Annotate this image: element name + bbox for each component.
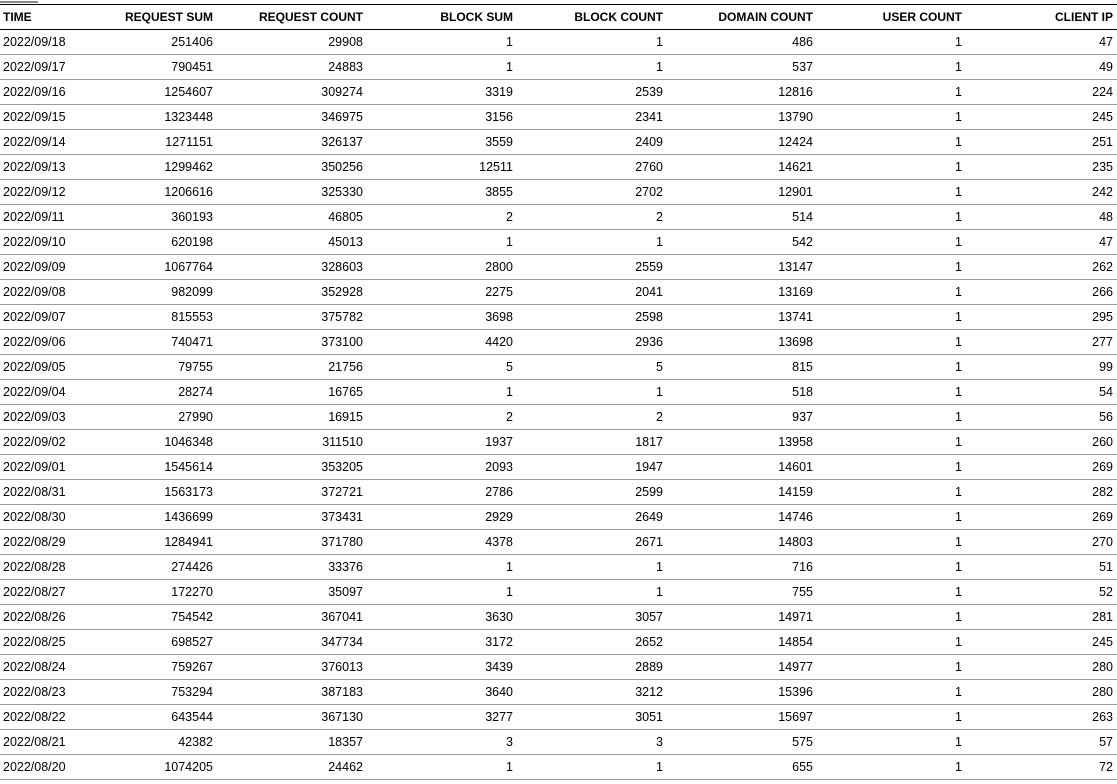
block-count-cell: 2409 [517,130,667,155]
table-row [0,505,1117,530]
time-cell: 2022/09/02 [0,430,108,455]
table-row [0,80,1117,105]
column-header-request-sum[interactable]: REQUEST SUM [108,5,217,30]
block-sum-cell: 1 [367,580,517,605]
user-count-cell: 1 [817,680,966,705]
client-ip-cell: 72 [966,755,1117,780]
time-cell: 2022/08/26 [0,605,108,630]
block-count-cell: 3057 [517,605,667,630]
user-count-cell: 1 [817,705,966,730]
request-sum-cell: 815553 [108,305,217,330]
user-count-cell: 1 [817,730,966,755]
request-count-cell: 311510 [217,430,367,455]
request-sum-cell: 754542 [108,605,217,630]
client-ip-cell: 270 [966,530,1117,555]
block-count-cell: 1 [517,380,667,405]
request-count-cell: 45013 [217,230,367,255]
table-row [0,30,1117,55]
column-header-domain-count[interactable]: DOMAIN COUNT [667,5,817,30]
block-sum-cell: 1 [367,230,517,255]
time-cell: 2022/08/29 [0,530,108,555]
client-ip-cell: 266 [966,280,1117,305]
request-sum-cell: 740471 [108,330,217,355]
block-sum-cell: 2800 [367,255,517,280]
client-ip-cell: 56 [966,405,1117,430]
request-count-cell: 350256 [217,155,367,180]
column-header-block-count[interactable]: BLOCK COUNT [517,5,667,30]
block-sum-cell: 5 [367,355,517,380]
request-count-cell: 387183 [217,680,367,705]
block-count-cell: 2341 [517,105,667,130]
request-sum-cell: 1206616 [108,180,217,205]
table-body [0,30,1117,780]
block-sum-cell: 1 [367,55,517,80]
block-sum-cell: 1 [367,755,517,780]
domain-count-cell: 13169 [667,280,817,305]
client-ip-cell: 47 [966,30,1117,55]
request-sum-cell: 27990 [108,405,217,430]
domain-count-cell: 14621 [667,155,817,180]
request-count-cell: 21756 [217,355,367,380]
request-count-cell: 46805 [217,205,367,230]
user-count-cell: 1 [817,355,966,380]
user-count-cell: 1 [817,580,966,605]
client-ip-cell: 51 [966,555,1117,580]
request-sum-cell: 274426 [108,555,217,580]
request-count-cell: 16765 [217,380,367,405]
request-count-cell: 328603 [217,255,367,280]
domain-count-cell: 15396 [667,680,817,705]
block-count-cell: 2649 [517,505,667,530]
block-count-cell: 1817 [517,430,667,455]
client-ip-cell: 280 [966,680,1117,705]
column-header-user-count[interactable]: USER COUNT [817,5,966,30]
user-count-cell: 1 [817,280,966,305]
request-sum-cell: 172270 [108,580,217,605]
block-sum-cell: 3439 [367,655,517,680]
time-cell: 2022/09/06 [0,330,108,355]
user-count-cell: 1 [817,55,966,80]
client-ip-cell: 262 [966,255,1117,280]
request-count-cell: 367130 [217,705,367,730]
time-cell: 2022/09/17 [0,55,108,80]
user-count-cell: 1 [817,480,966,505]
table-row [0,555,1117,580]
client-ip-cell: 251 [966,130,1117,155]
block-count-cell: 2760 [517,155,667,180]
client-ip-cell: 245 [966,105,1117,130]
table-row [0,55,1117,80]
time-cell: 2022/09/11 [0,205,108,230]
table-row [0,380,1117,405]
user-count-cell: 1 [817,155,966,180]
block-sum-cell: 1 [367,380,517,405]
domain-count-cell: 937 [667,405,817,430]
request-count-cell: 375782 [217,305,367,330]
block-sum-cell: 1937 [367,430,517,455]
request-sum-cell: 620198 [108,230,217,255]
request-sum-cell: 643544 [108,705,217,730]
table-row [0,330,1117,355]
table-row [0,730,1117,755]
domain-count-cell: 716 [667,555,817,580]
table-row [0,355,1117,380]
block-sum-cell: 3319 [367,80,517,105]
table-row [0,455,1117,480]
domain-count-cell: 14854 [667,630,817,655]
user-count-cell: 1 [817,305,966,330]
block-count-cell: 5 [517,355,667,380]
user-count-cell: 1 [817,505,966,530]
block-count-cell: 2599 [517,480,667,505]
time-cell: 2022/09/08 [0,280,108,305]
domain-count-cell: 14159 [667,480,817,505]
client-ip-cell: 260 [966,430,1117,455]
domain-count-cell: 14803 [667,530,817,555]
time-cell: 2022/09/18 [0,30,108,55]
block-count-cell: 2598 [517,305,667,330]
request-count-cell: 18357 [217,730,367,755]
block-count-cell: 2041 [517,280,667,305]
request-count-cell: 33376 [217,555,367,580]
domain-count-cell: 13741 [667,305,817,330]
request-sum-cell: 1323448 [108,105,217,130]
time-cell: 2022/09/14 [0,130,108,155]
time-cell: 2022/09/09 [0,255,108,280]
block-count-cell: 3212 [517,680,667,705]
table-row [0,480,1117,505]
user-count-cell: 1 [817,605,966,630]
request-sum-cell: 1299462 [108,155,217,180]
block-count-cell: 2652 [517,630,667,655]
user-count-cell: 1 [817,405,966,430]
table-row [0,180,1117,205]
time-cell: 2022/08/28 [0,555,108,580]
request-sum-cell: 790451 [108,55,217,80]
table-row [0,280,1117,305]
request-sum-cell: 79755 [108,355,217,380]
domain-count-cell: 755 [667,580,817,605]
request-count-cell: 373431 [217,505,367,530]
domain-count-cell: 13790 [667,105,817,130]
client-ip-cell: 224 [966,80,1117,105]
request-count-cell: 347734 [217,630,367,655]
request-sum-cell: 1067764 [108,255,217,280]
header-row [0,5,1117,30]
block-count-cell: 1 [517,755,667,780]
request-sum-cell: 982099 [108,280,217,305]
request-count-cell: 35097 [217,580,367,605]
table-row [0,430,1117,455]
client-ip-cell: 49 [966,55,1117,80]
client-ip-cell: 269 [966,505,1117,530]
domain-count-cell: 12816 [667,80,817,105]
request-count-cell: 372721 [217,480,367,505]
request-sum-cell: 1046348 [108,430,217,455]
domain-count-cell: 15697 [667,705,817,730]
domain-count-cell: 13958 [667,430,817,455]
request-sum-cell: 1563173 [108,480,217,505]
request-count-cell: 353205 [217,455,367,480]
request-count-cell: 29908 [217,30,367,55]
request-sum-cell: 1436699 [108,505,217,530]
client-ip-cell: 57 [966,730,1117,755]
table-row [0,105,1117,130]
domain-count-cell: 514 [667,205,817,230]
table-row [0,130,1117,155]
block-sum-cell: 3172 [367,630,517,655]
block-count-cell: 1 [517,55,667,80]
time-cell: 2022/09/05 [0,355,108,380]
time-cell: 2022/08/24 [0,655,108,680]
request-sum-cell: 42382 [108,730,217,755]
block-count-cell: 1 [517,555,667,580]
block-sum-cell: 3640 [367,680,517,705]
user-count-cell: 1 [817,205,966,230]
client-ip-cell: 263 [966,705,1117,730]
user-count-cell: 1 [817,655,966,680]
domain-count-cell: 14977 [667,655,817,680]
time-cell: 2022/09/03 [0,405,108,430]
client-ip-cell: 242 [966,180,1117,205]
time-cell: 2022/09/10 [0,230,108,255]
client-ip-cell: 282 [966,480,1117,505]
table-row [0,605,1117,630]
table-row [0,580,1117,605]
request-sum-cell: 1545614 [108,455,217,480]
request-sum-cell: 1284941 [108,530,217,555]
table-row [0,755,1117,780]
column-header-request-count[interactable]: REQUEST COUNT [217,5,367,30]
domain-count-cell: 14971 [667,605,817,630]
client-ip-cell: 277 [966,330,1117,355]
block-sum-cell: 4378 [367,530,517,555]
user-count-cell: 1 [817,30,966,55]
domain-count-cell: 655 [667,755,817,780]
time-cell: 2022/08/22 [0,705,108,730]
column-header-client-ip[interactable]: CLIENT IP [966,5,1117,30]
client-ip-cell: 48 [966,205,1117,230]
request-sum-cell: 759267 [108,655,217,680]
user-count-cell: 1 [817,430,966,455]
request-sum-cell: 1074205 [108,755,217,780]
time-cell: 2022/09/04 [0,380,108,405]
block-sum-cell: 3698 [367,305,517,330]
table-row [0,705,1117,730]
block-sum-cell: 2093 [367,455,517,480]
domain-count-cell: 14746 [667,505,817,530]
time-cell: 2022/09/12 [0,180,108,205]
user-count-cell: 1 [817,455,966,480]
block-count-cell: 2539 [517,80,667,105]
user-count-cell: 1 [817,555,966,580]
request-count-cell: 325330 [217,180,367,205]
request-sum-cell: 753294 [108,680,217,705]
time-cell: 2022/08/23 [0,680,108,705]
client-ip-cell: 99 [966,355,1117,380]
block-sum-cell: 2929 [367,505,517,530]
user-count-cell: 1 [817,80,966,105]
request-count-cell: 367041 [217,605,367,630]
block-sum-cell: 1 [367,555,517,580]
request-count-cell: 309274 [217,80,367,105]
time-cell: 2022/09/07 [0,305,108,330]
time-cell: 2022/08/21 [0,730,108,755]
request-sum-cell: 1271151 [108,130,217,155]
request-count-cell: 346975 [217,105,367,130]
client-ip-cell: 281 [966,605,1117,630]
block-count-cell: 2671 [517,530,667,555]
block-sum-cell: 3156 [367,105,517,130]
table-row [0,205,1117,230]
table-row [0,680,1117,705]
block-sum-cell: 2275 [367,280,517,305]
block-count-cell: 1 [517,580,667,605]
user-count-cell: 1 [817,130,966,155]
block-sum-cell: 3630 [367,605,517,630]
time-cell: 2022/09/15 [0,105,108,130]
domain-count-cell: 12901 [667,180,817,205]
client-ip-cell: 235 [966,155,1117,180]
block-count-cell: 2889 [517,655,667,680]
user-count-cell: 1 [817,330,966,355]
column-header-block-sum[interactable]: BLOCK SUM [367,5,517,30]
table-row [0,530,1117,555]
domain-count-cell: 486 [667,30,817,55]
request-sum-cell: 360193 [108,205,217,230]
request-count-cell: 373100 [217,330,367,355]
block-count-cell: 2936 [517,330,667,355]
user-count-cell: 1 [817,755,966,780]
request-count-cell: 371780 [217,530,367,555]
block-sum-cell: 1 [367,30,517,55]
block-sum-cell: 3559 [367,130,517,155]
domain-count-cell: 13147 [667,255,817,280]
client-ip-cell: 54 [966,380,1117,405]
domain-count-cell: 815 [667,355,817,380]
client-ip-cell: 245 [966,630,1117,655]
block-count-cell: 3 [517,730,667,755]
block-count-cell: 2 [517,405,667,430]
client-ip-cell: 295 [966,305,1117,330]
table-row [0,255,1117,280]
table-row [0,655,1117,680]
client-ip-cell: 52 [966,580,1117,605]
request-sum-cell: 251406 [108,30,217,55]
time-cell: 2022/09/01 [0,455,108,480]
table-row [0,230,1117,255]
request-count-cell: 24883 [217,55,367,80]
request-count-cell: 24462 [217,755,367,780]
block-sum-cell: 2786 [367,480,517,505]
table-row [0,155,1117,180]
client-ip-cell: 280 [966,655,1117,680]
block-count-cell: 2 [517,205,667,230]
block-count-cell: 1 [517,30,667,55]
block-count-cell: 1 [517,230,667,255]
table-row [0,305,1117,330]
user-count-cell: 1 [817,630,966,655]
block-sum-cell: 3 [367,730,517,755]
time-cell: 2022/08/27 [0,580,108,605]
time-cell: 2022/09/16 [0,80,108,105]
column-header-time[interactable]: TIME [0,5,108,30]
user-count-cell: 1 [817,380,966,405]
request-count-cell: 376013 [217,655,367,680]
time-cell: 2022/08/20 [0,755,108,780]
block-sum-cell: 4420 [367,330,517,355]
user-count-cell: 1 [817,180,966,205]
request-sum-cell: 28274 [108,380,217,405]
time-cell: 2022/08/30 [0,505,108,530]
user-count-cell: 1 [817,230,966,255]
domain-count-cell: 537 [667,55,817,80]
domain-count-cell: 542 [667,230,817,255]
time-cell: 2022/09/13 [0,155,108,180]
domain-count-cell: 12424 [667,130,817,155]
user-count-cell: 1 [817,105,966,130]
request-count-cell: 352928 [217,280,367,305]
domain-count-cell: 14601 [667,455,817,480]
user-count-cell: 1 [817,530,966,555]
client-ip-cell: 47 [966,230,1117,255]
time-cell: 2022/08/25 [0,630,108,655]
block-count-cell: 2559 [517,255,667,280]
time-cell: 2022/08/31 [0,480,108,505]
block-count-cell: 1947 [517,455,667,480]
request-sum-cell: 698527 [108,630,217,655]
block-sum-cell: 12511 [367,155,517,180]
request-count-cell: 326137 [217,130,367,155]
block-sum-cell: 3277 [367,705,517,730]
domain-count-cell: 518 [667,380,817,405]
block-sum-cell: 3855 [367,180,517,205]
request-sum-cell: 1254607 [108,80,217,105]
block-count-cell: 3051 [517,705,667,730]
table-row [0,405,1117,430]
block-sum-cell: 2 [367,205,517,230]
request-count-cell: 16915 [217,405,367,430]
domain-count-cell: 13698 [667,330,817,355]
block-sum-cell: 2 [367,405,517,430]
domain-count-cell: 575 [667,730,817,755]
user-count-cell: 1 [817,255,966,280]
stats-table [0,4,1117,780]
table-row [0,630,1117,655]
client-ip-cell: 269 [966,455,1117,480]
block-count-cell: 2702 [517,180,667,205]
